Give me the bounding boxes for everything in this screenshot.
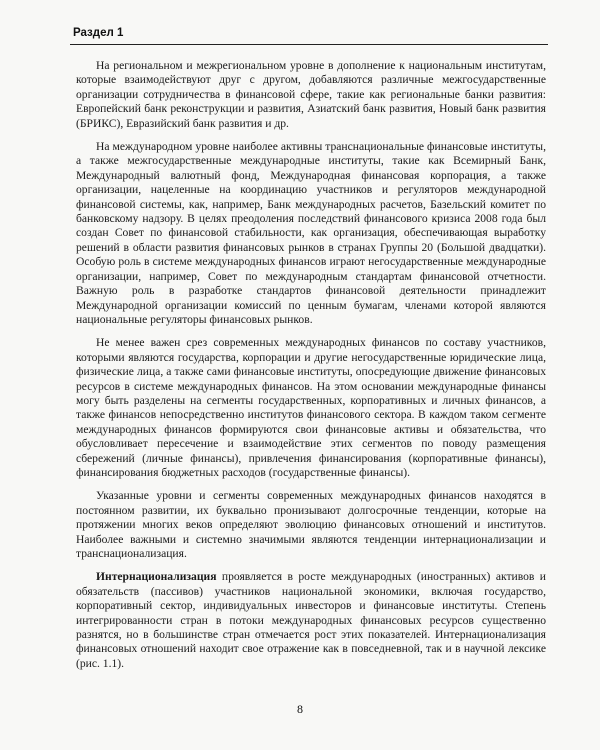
- paragraph-international: На международном уровне наиболее активны транснациональные финансовые институты, а также межгосударственные международные институты, такие как Всемирный Банк, Международный валютный фонд, Международная финансовая корпорация, а также организации, нацеленные на координацию участников и регуляторов международной финансовой системы, как, например, Банк международных расчетов, Базельский комитет по банковскому надзору. В целях преодоления последствий финансового кризиса 2008 года был создан Совет по финансовой стабильности, как организация, обеспечивающая выработку решений в области развития финансовых рынков в странах Группы 20 (Большой двадцатки). Особую роль в системе международных финансов играют негосударственные международные организации, например, Совет по международным стандартам финансовой отчетности. Важную роль в разработке стандартов финансовой деятельности принадлежит Международной организации комиссий по ценным бумагам, членами которой являются национальные регуляторы финансовых рынков.: [76, 140, 546, 326]
- running-header: [70, 27, 548, 45]
- term-internationalization: Интернационализация: [96, 570, 217, 584]
- page-number: 8: [297, 702, 303, 716]
- body-text: [76, 59, 546, 678]
- paragraph-regional: На региональном и межрегиональном уровне в дополнение к национальным институтам, которые взаимодействуют друг с другом, добавляются различные межгосударственные организации сотрудничества в финансовой сфере, такие как региональные банки развития: Европейский банк реконструкции и развития, Азиатский банк развития, Новый банк развития (БРИКС), Евразийский банк развития и др.: [76, 59, 546, 130]
- section-label: Раздел 1: [73, 27, 124, 39]
- paragraph-internationalization: [76, 570, 546, 671]
- paragraph-trends: Указанные уровни и сегменты современных международных финансов находятся в постоянном развитии, их буквально пронизывают долгосрочные тенденции, которые на протяжении многих веков определяют эволюцию финансовых отношений и институтов. Наиболее важными и системно значимыми являются тенденции интернационализации и транснационализация.: [76, 489, 546, 560]
- paragraph-internationalization-text: проявляется в росте международных (иностранных) активов и обязательств (пассивов) участников национальной экономики, включая государство, корпоративный сектор, индивидуальных инвесторов и финансовые институты. Степень интегрированности стран в потоки международных финансовых ресурсов существенно разнятся, но в большинстве стран отмечается рост этих показателей. Интернационализация финансовых отношений находит свое отражение как в повседневной, так и в научной лексике (рис. 1.1).: [76, 570, 546, 670]
- paragraph-participants: Не менее важен срез современных международных финансов по составу участников, которыми являются государства, корпорации и другие негосударственные юридические лица, физические лица, а также сами финансовые институты, опосредующие движение финансовых ресурсов в системе международных финансов. На этом основании международные финансы могу быть разделены на сегменты государственных, корпоративных и личных финансов, а также финансов непосредственно институтов финансового сектора. В каждом таком сегменте международных финансов формируются свои финансовые активы и обязательства, что обусловливает пересечение и взаимодействие этих сегментов по поводу размещения сбережений (личные финансы), привлечения финансирования (корпоративные финансы), финансирования бюджетных расходов (государственные финансы).: [76, 336, 546, 479]
